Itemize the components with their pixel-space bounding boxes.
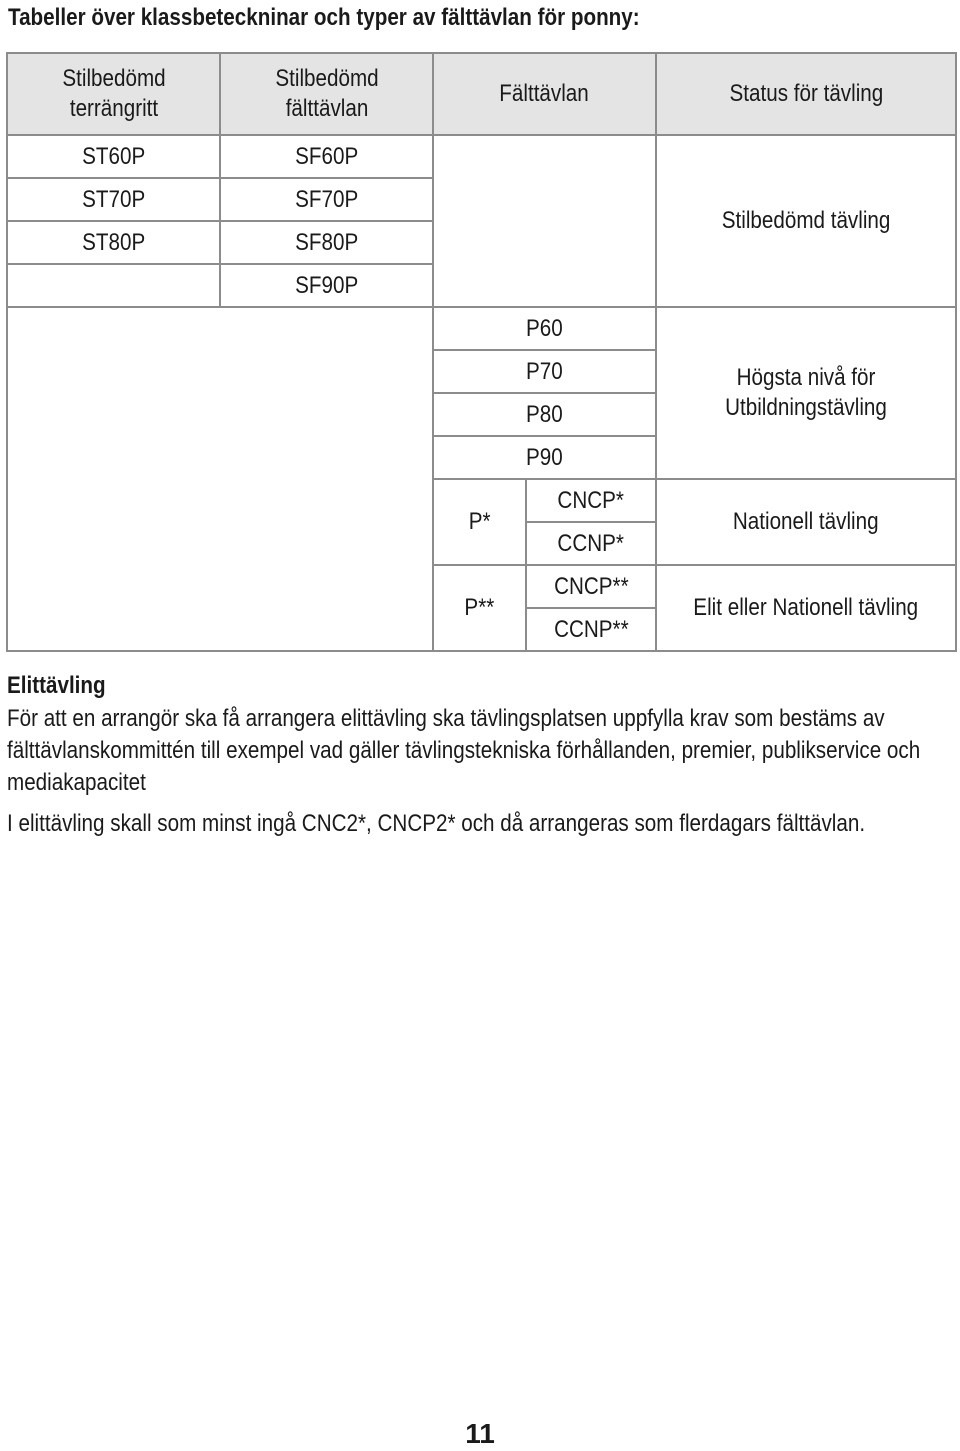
table-cell: P80 (433, 393, 656, 436)
status-cell: Elit eller Nationell tävling (656, 565, 956, 651)
table-cell: CNCP** (526, 565, 656, 608)
elite-paragraph: För att en arrangör ska få arrangera elittävling ska tävlingsplatsen uppfylla krav som bestäms av fälttävlanskommittén till exempel vad gäller tävlingstekniska förhållanden, premier, publikservice och mediakapacitet (7, 705, 921, 796)
table-cell: SF90P (220, 264, 433, 307)
table-cell: ST60P (7, 135, 220, 178)
table-cell: ST80P (7, 221, 220, 264)
table-cell: SF70P (220, 178, 433, 221)
header-stil-falttavlan: Stilbedömd fälttävlan (220, 53, 433, 135)
table-cell: P70 (433, 350, 656, 393)
star-level-label: P** (433, 565, 526, 651)
status-cell: Högsta nivå för Utbildningstävling (656, 307, 956, 479)
table-cell: CNCP* (526, 479, 656, 522)
table-cell-empty (7, 264, 220, 307)
table-cell: SF80P (220, 221, 433, 264)
table-cell: ST70P (7, 178, 220, 221)
table-cell: P60 (433, 307, 656, 350)
elite-paragraph: I elittävling skall som minst ingå CNC2*, CNCP2* och då arrangeras som flerdagars fälttävlan. (7, 810, 866, 837)
elite-heading: Elittävling (7, 672, 106, 699)
status-cell: Nationell tävling (656, 479, 956, 565)
table-cell-empty (433, 135, 656, 307)
header-terrangritt: Stilbedömd terrängritt (7, 53, 220, 135)
table-cell: P90 (433, 436, 656, 479)
header-falttavlan: Fälttävlan (433, 53, 656, 135)
star-level-label: P* (433, 479, 526, 565)
table-cell: SF60P (220, 135, 433, 178)
page-title: Tabeller över klassbeteckninar och typer av fälttävlan för ponny: (8, 4, 640, 31)
table-cell-empty (7, 307, 433, 651)
status-cell: Stilbedömd tävling (656, 135, 956, 307)
table-cell: CCNP* (526, 522, 656, 565)
page-number: 11 (465, 1418, 495, 1449)
header-status: Status för tävling (656, 53, 956, 135)
table-cell: CCNP** (526, 608, 656, 651)
class-table (6, 52, 957, 652)
